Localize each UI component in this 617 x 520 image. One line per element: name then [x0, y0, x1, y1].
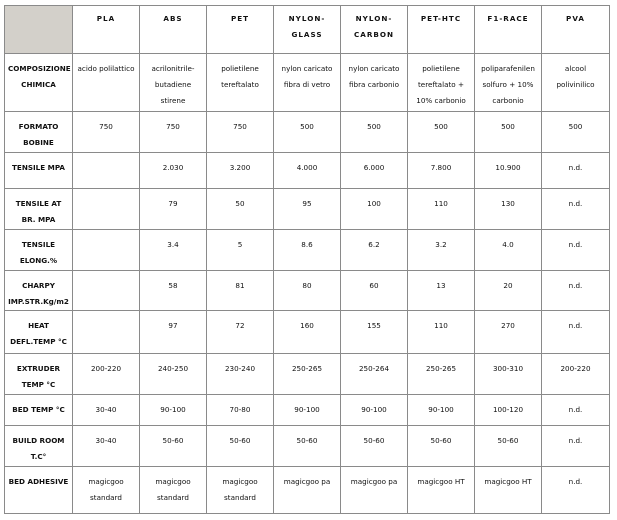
table-cell: n.d. [542, 394, 610, 425]
table-cell: 110 [408, 189, 475, 229]
table-cell: 50-60 [140, 426, 207, 466]
table-cell: 230-240 [207, 353, 274, 394]
table-cell: 95 [274, 189, 341, 229]
table-cell: 3.4 [140, 229, 207, 270]
table-cell: 110 [408, 311, 475, 353]
table-cell [73, 311, 140, 353]
table-cell: magicgoo standard [207, 466, 274, 513]
table-cell: acrilonitrile-butadiene stirene [140, 54, 207, 111]
table-cell: magicgoo pa [274, 466, 341, 513]
table-cell: 20 [475, 271, 542, 311]
table-cell: 50-60 [274, 426, 341, 466]
table-cell: nylon caricato fibra carbonio [341, 54, 408, 111]
table-cell: 200-220 [73, 353, 140, 394]
table-cell: 500 [408, 111, 475, 152]
table-cell: 100 [341, 189, 408, 229]
table-row [5, 394, 610, 425]
table-cell: 500 [341, 111, 408, 152]
table-cell: nylon caricato fibra di vetro [274, 54, 341, 111]
table-cell: 500 [274, 111, 341, 152]
table-cell: n.d. [542, 426, 610, 466]
table-cell [73, 229, 140, 270]
table-cell: 4.0 [475, 229, 542, 270]
table-cell: 72 [207, 311, 274, 353]
table-cell: n.d. [542, 153, 610, 189]
table-cell: 58 [140, 271, 207, 311]
table-cell: 3.200 [207, 153, 274, 189]
table-cell: 5 [207, 229, 274, 270]
column-header: PET [207, 6, 274, 54]
table-row [5, 426, 610, 466]
table-cell: n.d. [542, 466, 610, 513]
table-cell: n.d. [542, 229, 610, 270]
table-cell: 750 [140, 111, 207, 152]
table-cell: 2.030 [140, 153, 207, 189]
table-cell: 50-60 [207, 426, 274, 466]
table-cell: polietilene tereftalato [207, 54, 274, 111]
table-row [5, 271, 610, 311]
table-cell: 750 [73, 111, 140, 152]
table-cell: magicgoo HT [475, 466, 542, 513]
column-header: PLA [73, 6, 140, 54]
table-cell: 750 [207, 111, 274, 152]
table-cell: 3.2 [408, 229, 475, 270]
table-cell: 200-220 [542, 353, 610, 394]
table-row [5, 229, 610, 270]
table-cell: n.d. [542, 311, 610, 353]
table-cell: 90-100 [408, 394, 475, 425]
column-header: NYLON-GLASS [274, 6, 341, 54]
table-row [5, 353, 610, 394]
table-cell: 250-265 [274, 353, 341, 394]
table-cell: 250-265 [408, 353, 475, 394]
table-cell: 300-310 [475, 353, 542, 394]
table-cell: 250-264 [341, 353, 408, 394]
table-cell: 60 [341, 271, 408, 311]
row-header: BED TEMP °C [5, 394, 73, 425]
table-row [5, 111, 610, 152]
table-cell: 10.900 [475, 153, 542, 189]
column-header: PVA [542, 6, 610, 54]
table-cell: 240-250 [140, 353, 207, 394]
table-cell [73, 189, 140, 229]
table-cell: n.d. [542, 271, 610, 311]
table-cell: 70-80 [207, 394, 274, 425]
row-header: TENSILE MPA [5, 153, 73, 189]
table-cell [73, 271, 140, 311]
column-header: NYLON-CARBON [341, 6, 408, 54]
row-header: HEAT DEFL.TEMP °C [5, 311, 73, 353]
table-cell: 30-40 [73, 394, 140, 425]
table-cell: 7.800 [408, 153, 475, 189]
row-header: TENSILE ELONG.% [5, 229, 73, 270]
table-cell: 270 [475, 311, 542, 353]
table-cell: magicgoo HT [408, 466, 475, 513]
table-cell: poliparafenilen solfuro + 10% carbonio [475, 54, 542, 111]
table-cell: 8.6 [274, 229, 341, 270]
table-cell: 130 [475, 189, 542, 229]
table-cell: 80 [274, 271, 341, 311]
table-cell: 6.000 [341, 153, 408, 189]
row-header: BED ADHESIVE [5, 466, 73, 513]
table-cell: 90-100 [341, 394, 408, 425]
table-cell: alcool polivinilico [542, 54, 610, 111]
corner-cell [5, 6, 73, 54]
table-cell: 500 [542, 111, 610, 152]
table-cell: 50-60 [341, 426, 408, 466]
table-cell: polietilene tereftalato + 10% carbonio [408, 54, 475, 111]
table-cell: 97 [140, 311, 207, 353]
table-cell: acido polilattico [73, 54, 140, 111]
table-cell: 155 [341, 311, 408, 353]
column-header: PET-HTC [408, 6, 475, 54]
table-cell: 4.000 [274, 153, 341, 189]
column-header: ABS [140, 6, 207, 54]
table-cell: 50 [207, 189, 274, 229]
table-row [5, 189, 610, 229]
table-row [5, 153, 610, 189]
row-header: TENSILE AT BR. MPA [5, 189, 73, 229]
column-header: F1-RACE [475, 6, 542, 54]
table-cell: 81 [207, 271, 274, 311]
table-cell: 6.2 [341, 229, 408, 270]
table-cell: n.d. [542, 189, 610, 229]
row-header: BUILD ROOM T.C° [5, 426, 73, 466]
filament-spec-table [4, 5, 610, 514]
table-row [5, 466, 610, 513]
row-header: FORMATO BOBINE [5, 111, 73, 152]
table-cell: magicgoo pa [341, 466, 408, 513]
table-cell: 100-120 [475, 394, 542, 425]
row-header: COMPOSIZIONE CHIMICA [5, 54, 73, 111]
table-row [5, 54, 610, 111]
table-cell: 160 [274, 311, 341, 353]
table-cell: 13 [408, 271, 475, 311]
table-cell: 50-60 [408, 426, 475, 466]
table-cell: 79 [140, 189, 207, 229]
table-row [5, 311, 610, 353]
row-header: EXTRUDER TEMP °C [5, 353, 73, 394]
table-cell: magicgoo standard [140, 466, 207, 513]
table-cell: 500 [475, 111, 542, 152]
row-header: CHARPY IMP.STR.Kg/m2 [5, 271, 73, 311]
header-row [5, 6, 610, 54]
table-cell: 30-40 [73, 426, 140, 466]
table-cell: 90-100 [274, 394, 341, 425]
table-cell: 90-100 [140, 394, 207, 425]
table-cell: magicgoo standard [73, 466, 140, 513]
table-cell: 50-60 [475, 426, 542, 466]
table-cell [73, 153, 140, 189]
